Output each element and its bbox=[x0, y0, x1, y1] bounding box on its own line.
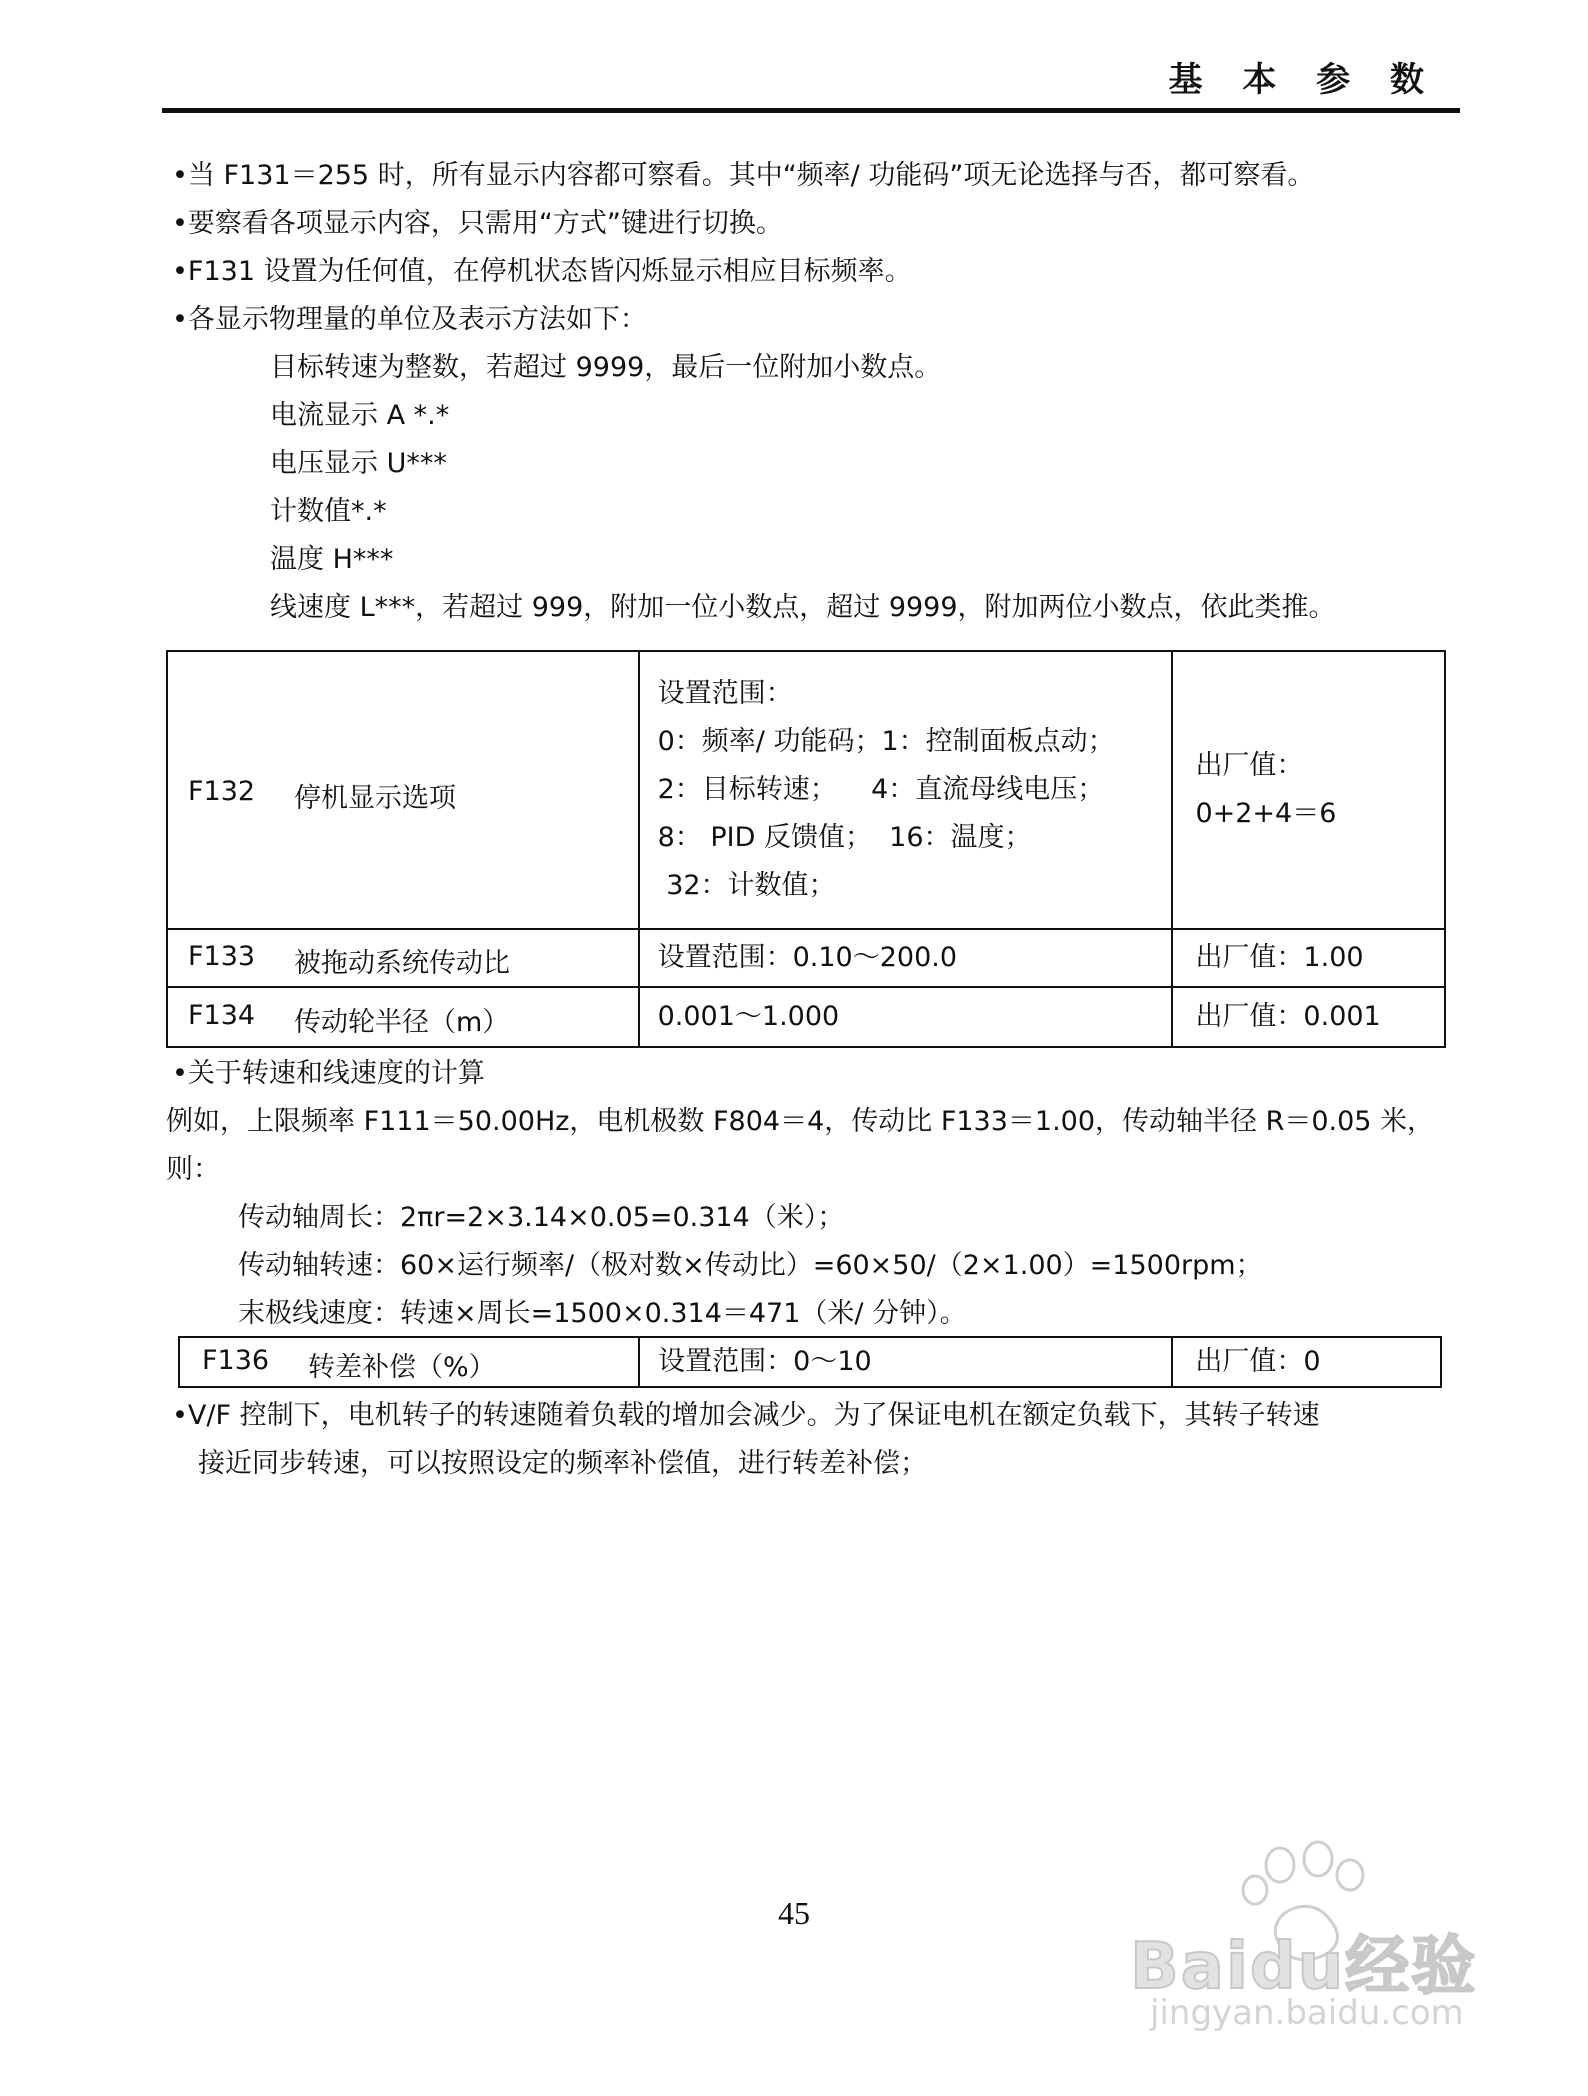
f132-range-line: 8： PID 反馈值； 16：温度； bbox=[657, 822, 1032, 853]
bullet-f131-255: •当 F131＝255 时，所有显示内容都可察看。其中“频率/ 功能码”项无论选择与否，都可察看。 bbox=[172, 160, 1315, 191]
header-rule bbox=[162, 108, 1460, 113]
unit-temperature: 温度 H*** bbox=[270, 544, 394, 575]
unit-current: 电流显示 A *.* bbox=[270, 400, 450, 431]
f132-range-line: 2：目标转速； 4：直流母线电压； bbox=[657, 774, 1105, 805]
calc-step-circumference: 传动轴周长：2πr=2×3.14×0.05=0.314（米）； bbox=[238, 1202, 845, 1233]
unit-count: 计数值*.* bbox=[270, 496, 387, 527]
bullet-slip-compensation-line2: 接近同步转速，可以按照设定的频率补偿值，进行转差补偿； bbox=[198, 1448, 927, 1479]
table-row-f136 bbox=[179, 1337, 1441, 1387]
calc-example-line2: 则： bbox=[166, 1154, 220, 1185]
f136-name: 转差补偿（%） bbox=[308, 1352, 496, 1383]
f134-name: 传动轮半径（m） bbox=[294, 1007, 510, 1038]
calc-step-shaft-speed: 传动轴转速：60×运行频率/（极对数×传动比）=60×50/（2×1.00）=1500rpm； bbox=[238, 1250, 1263, 1281]
table-row-f132 bbox=[167, 651, 1445, 929]
f132-range-line: 设置范围： bbox=[657, 678, 793, 709]
bullet-units-intro: •各显示物理量的单位及表示方法如下： bbox=[172, 304, 647, 335]
f136-code: F136 bbox=[202, 1345, 270, 1376]
f133-range: 设置范围：0.10～200.0 bbox=[639, 929, 1173, 987]
watermark-brand: Baidu经验 bbox=[1130, 1930, 1478, 2004]
f132-param-cell bbox=[167, 651, 639, 929]
table-row-f134 bbox=[167, 987, 1445, 1047]
f134-range: 0.001～1.000 bbox=[639, 987, 1173, 1047]
f132-factory-label: 出厂值： bbox=[1195, 750, 1304, 781]
f133-code: F133 bbox=[188, 941, 256, 972]
f132-range-line: 0：频率/ 功能码；1：控制面板点动； bbox=[657, 726, 1115, 757]
f133-factory: 出厂值：1.00 bbox=[1172, 929, 1445, 987]
watermark-url: jingyan.baidu.com bbox=[1150, 1993, 1464, 2033]
unit-line-speed: 线速度 L***，若超过 999，附加一位小数点，超过 9999，附加两位小数点，依此类推。 bbox=[270, 592, 1336, 623]
f132-factory-value: 0+2+4＝6 bbox=[1195, 798, 1337, 829]
param-table-f132-f134 bbox=[166, 650, 1446, 1048]
table-row-f133 bbox=[167, 929, 1445, 987]
f134-code: F134 bbox=[188, 1000, 256, 1031]
f133-param-cell bbox=[167, 929, 639, 987]
unit-target-speed: 目标转速为整数，若超过 9999，最后一位附加小数点。 bbox=[270, 352, 942, 383]
bullet-slip-compensation-line1: •V/F 控制下，电机转子的转速随着负载的增加会减少。为了保证电机在额定负载下，其转子转速 bbox=[172, 1400, 1320, 1431]
f132-range-cell bbox=[639, 651, 1173, 929]
param-table-f136 bbox=[178, 1336, 1442, 1388]
bullet-f131-any: •F131 设置为任何值，在停机状态皆闪烁显示相应目标频率。 bbox=[172, 256, 912, 287]
unit-voltage: 电压显示 U*** bbox=[270, 448, 447, 479]
f132-code: F132 bbox=[188, 776, 256, 807]
page-number: 45 bbox=[778, 1895, 810, 1931]
baidu-watermark bbox=[1110, 1835, 1490, 2035]
f136-factory: 出厂值：0 bbox=[1172, 1337, 1441, 1387]
f136-param-cell bbox=[179, 1337, 639, 1387]
f133-name: 被拖动系统传动比 bbox=[294, 948, 510, 979]
bullet-mode-key: •要察看各项显示内容，只需用“方式”键进行切换。 bbox=[172, 208, 783, 239]
calc-example-line1: 例如，上限频率 F111＝50.00Hz，电机极数 F804＝4，传动比 F133＝1.00，传动轴半径 R＝0.05 米， bbox=[166, 1106, 1435, 1137]
calc-step-line-speed: 末极线速度：转速×周长=1500×0.314＝471（米/ 分钟）。 bbox=[238, 1298, 967, 1329]
f132-name: 停机显示选项 bbox=[294, 783, 456, 814]
section-title: 基 本 参 数 bbox=[1168, 60, 1438, 100]
calc-heading: •关于转速和线速度的计算 bbox=[172, 1058, 485, 1089]
f136-range: 设置范围：0～10 bbox=[639, 1337, 1172, 1387]
f134-param-cell bbox=[167, 987, 639, 1047]
f132-range-line: 32：计数值； bbox=[657, 870, 836, 901]
f134-factory: 出厂值：0.001 bbox=[1172, 987, 1445, 1047]
f132-factory-cell bbox=[1172, 651, 1445, 929]
